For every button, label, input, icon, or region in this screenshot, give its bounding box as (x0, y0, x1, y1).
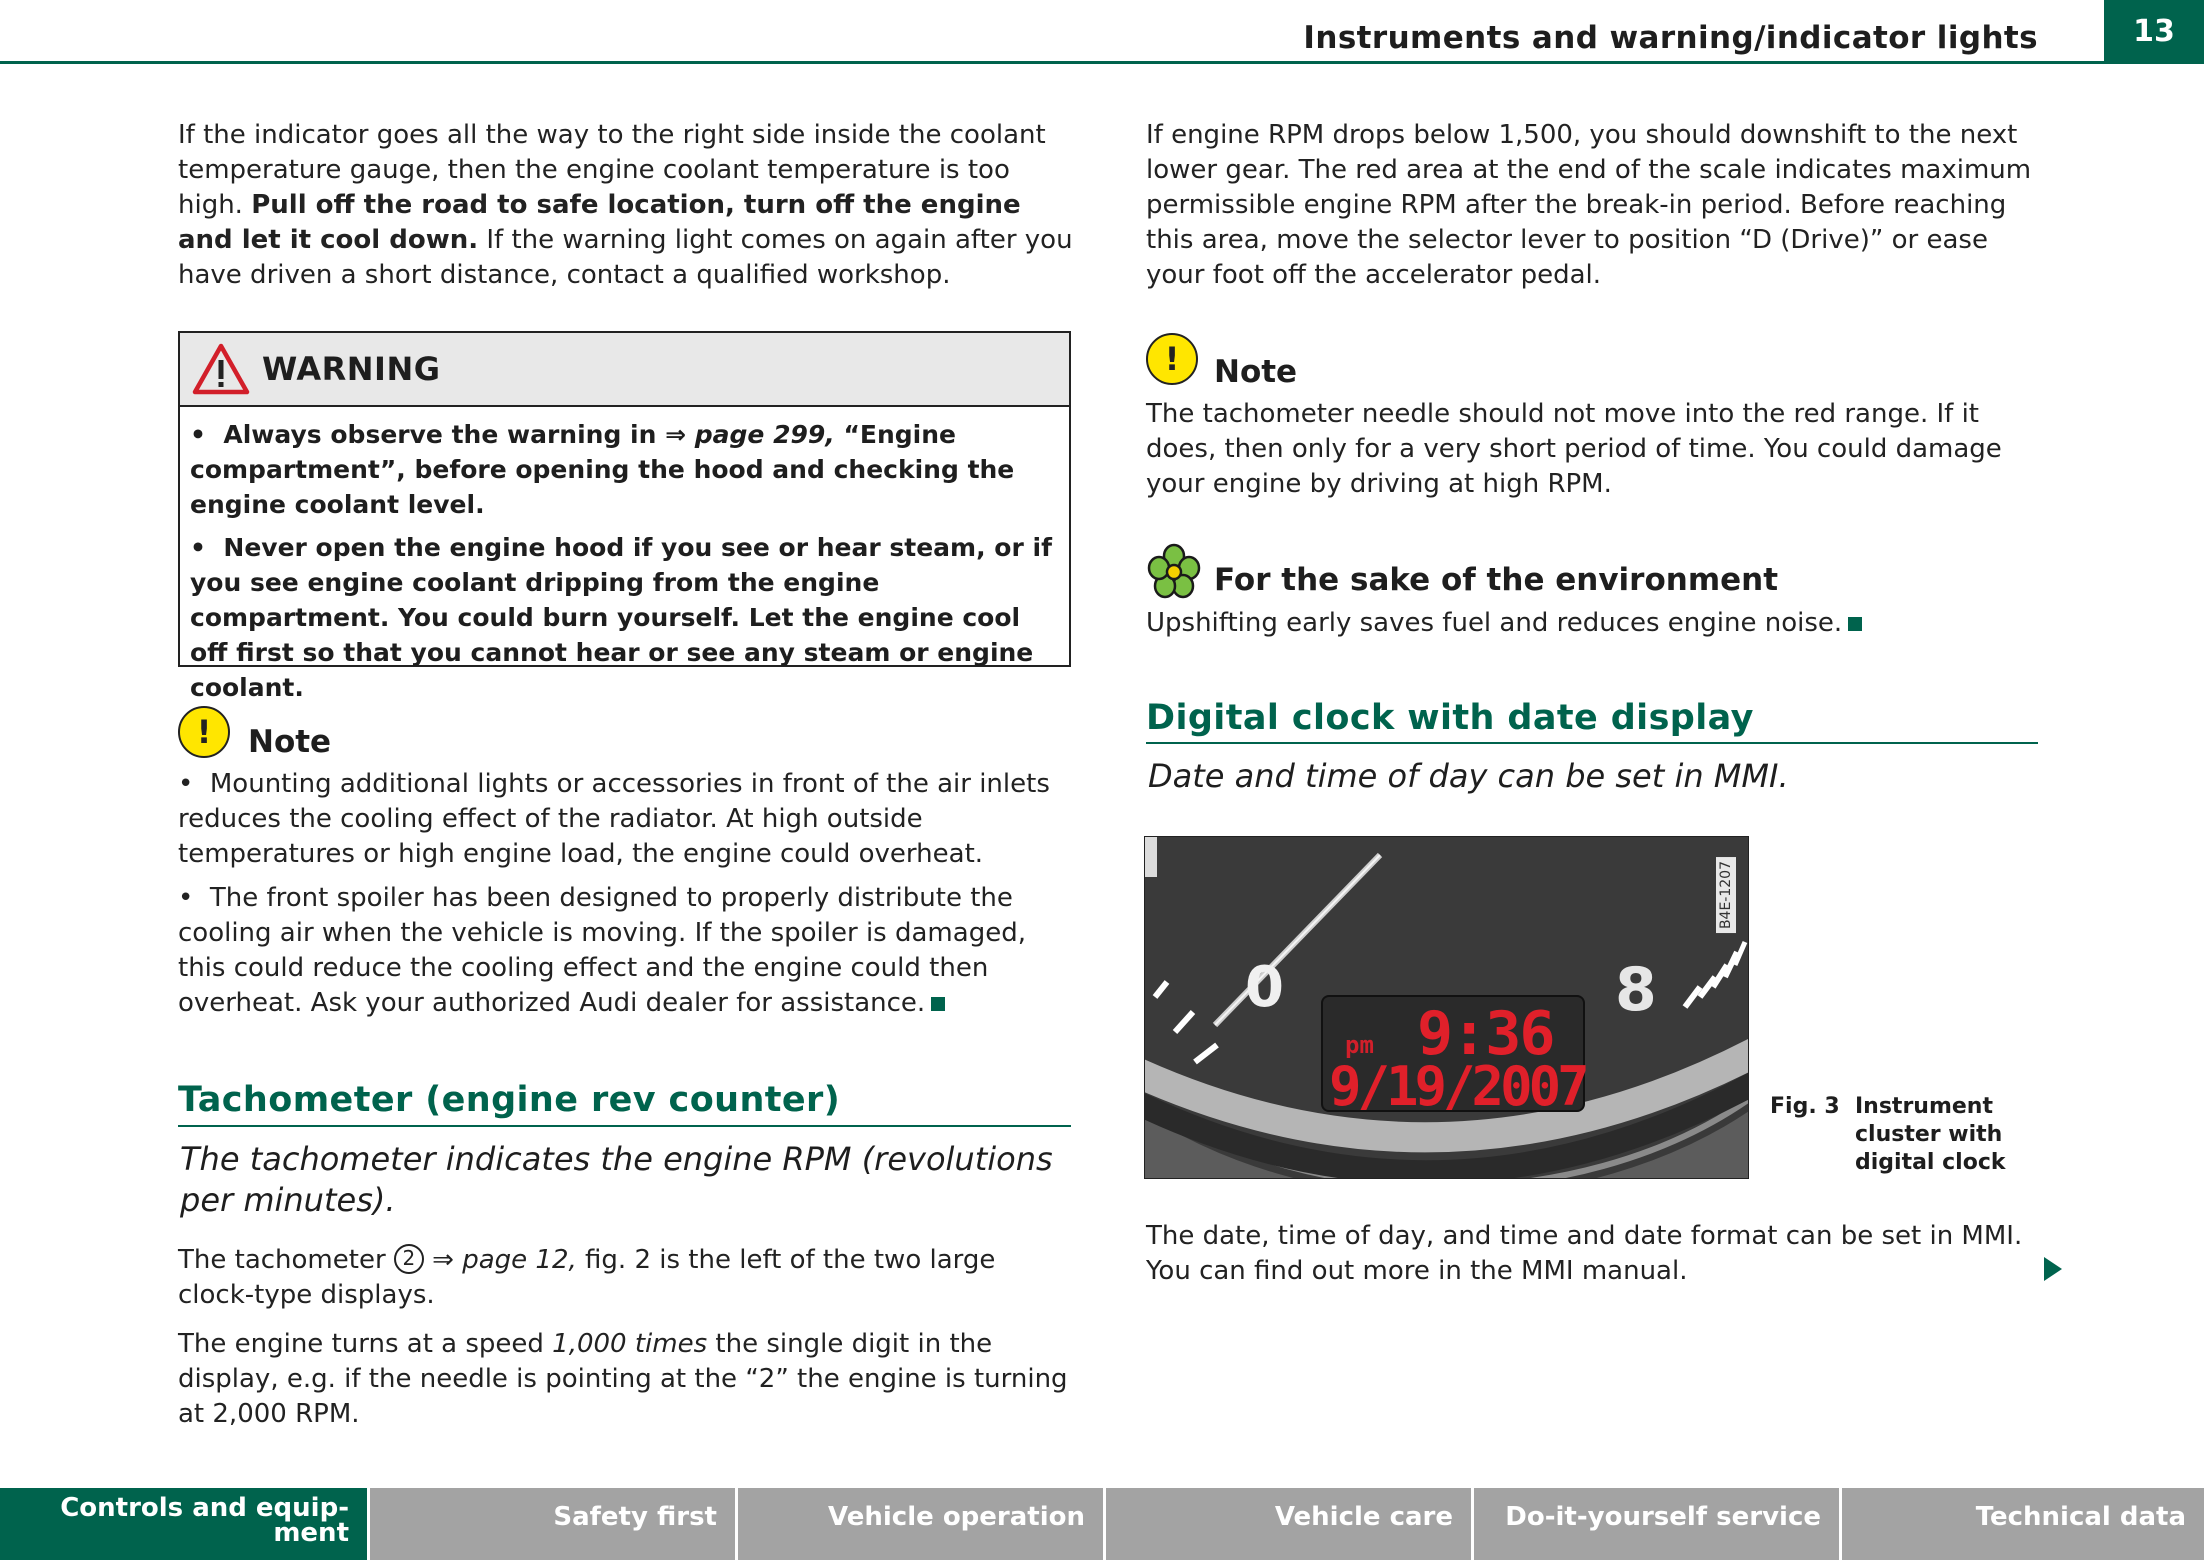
warning-item-1 (190, 417, 1059, 522)
clock-date: 9/19/2007 (1329, 1055, 1586, 1118)
environment-paragraph (1146, 606, 2046, 641)
bullet-icon: • (190, 420, 224, 449)
environment-text: Upshifting early saves fuel and reduces engine noise. (1146, 608, 1843, 638)
clock-display (1321, 995, 1586, 1118)
tach-p2-text: The engine turns at a speed (178, 1329, 553, 1359)
warning-title: WARNING (262, 350, 441, 388)
section-rule (1146, 742, 2038, 744)
page-ref-link[interactable]: ⇒ page 299, (665, 420, 835, 449)
warning-item-1-text: Always observe the warning in (223, 420, 666, 449)
section-title-tachometer: Tachometer (engine rev counter) (178, 1080, 841, 1120)
flower-icon (1146, 543, 1202, 599)
figure-caption-label: Fig. 3 (1770, 1094, 1840, 1119)
warning-triangle-icon (192, 342, 250, 396)
bullet-icon: • (178, 769, 210, 799)
continue-arrow-icon (2044, 1257, 2062, 1281)
instrument-cluster-figure (1144, 836, 1749, 1179)
footer-nav (0, 1488, 2204, 1560)
gauge-digit-zero: 0 (1245, 955, 1284, 1020)
section-rule (178, 1125, 1071, 1127)
coolant-text-2: If the warning light comes on again after you have driven a short distance, contact a qualified workshop. (178, 225, 1073, 290)
tach-p1-text-end: fig. 2 is the left of the two large clock-type displays. (178, 1245, 996, 1310)
callout-number: 2 (394, 1244, 424, 1274)
tach-p2-italic: 1,000 times (552, 1329, 708, 1359)
warning-item-2 (190, 530, 1059, 705)
note-title: Note (1214, 354, 1298, 390)
clock-ampm: pm (1345, 1031, 1374, 1059)
tachometer-paragraph-2 (178, 1327, 1078, 1432)
note-icon: ! (1146, 333, 1198, 385)
tab-technical-data[interactable]: Technical data (1842, 1488, 2204, 1560)
tachometer-paragraph-1 (178, 1243, 1078, 1313)
note-item-2-text: The front spoiler has been designed to properly distribute the cooling air when the vehicle is moving. If the spoiler is damaged, this could reduce the cooling effect and the engine could then overheat. Ask your authorized Audi dealer for assistance. (178, 883, 1026, 1018)
clock-paragraph: The date, time of day, and time and date format can be set in MMI. You can find out more in the MMI manual. (1146, 1221, 2023, 1286)
coolant-text-bold: Pull off the road to safe location, turn off the engine and let it cool down. (178, 190, 1021, 255)
downshift-paragraph: If engine RPM drops below 1,500, you should downshift to the next lower gear. The red area at the end of the scale indicates maximum permissible engine RPM after the break-in period. Before reaching this area, move the selector lever to position “D (Drive)” or ease your foot off the accelerator pedal. (1146, 120, 2032, 290)
gauge-digit-eight: 8 (1615, 955, 1657, 1025)
page-header-title: Instruments and warning/indicator lights (1303, 20, 2038, 56)
warning-item-2-text: Never open the engine hood if you see or hear steam, or if you see engine coolant dripping from the engine compartment. You could burn yourself. Let the engine cool off first so that you cannot hear or see any steam or engine coolant. (190, 533, 1052, 702)
tab-controls-and-equipment[interactable]: Controls and equip- ment (0, 1488, 370, 1560)
warning-item-1-text-end: “Engine compartment”, before opening the hood and checking the engine coolant level. (190, 420, 1015, 519)
page-ref-link[interactable]: ⇒ page 12, (423, 1245, 577, 1275)
tab-do-it-yourself-service[interactable]: Do-it-yourself service (1474, 1488, 1842, 1560)
coolant-text-1: If the indicator goes all the way to the right side inside the coolant temperature gauge, then the engine coolant temperature is too high. (178, 120, 1046, 220)
note-item-2 (178, 881, 1078, 1021)
note-title: Note (248, 724, 332, 760)
tab-safety-first[interactable]: Safety first (370, 1488, 738, 1560)
tach-p1-text: The tachometer (178, 1245, 394, 1275)
warning-box (178, 331, 1071, 702)
bullet-icon: • (190, 533, 224, 562)
tab-vehicle-care[interactable]: Vehicle care (1106, 1488, 1474, 1560)
tach-p2-text-end: the single digit in the display, e.g. if the needle is pointing at the “2” the engine is turning at 2,000 RPM. (178, 1329, 1068, 1429)
environment-title: For the sake of the environment (1214, 562, 1779, 598)
page-number: 13 (2104, 0, 2204, 63)
end-of-section-marker (931, 997, 945, 1011)
note-item-1-text: Mounting additional lights or accessories in front of the air inlets reduces the cooling effect of the radiator. At high outside temperatures or high engine load, the engine could overheat. (178, 769, 1050, 869)
tachometer-lead: The tachometer indicates the engine RPM (revolutions per minutes). (180, 1140, 1053, 1219)
tachometer-note-text: The tachometer needle should not move into the red range. If it does, then only for a very short period of time. You could damage your engine by driving at high RPM. (1146, 399, 2002, 499)
header-rule (0, 61, 2204, 64)
digital-clock-lead: Date and time of day can be set in MMI. (1148, 757, 1789, 795)
clock-time: 9:36 (1417, 999, 1554, 1069)
figure-code: B4E-1207 (1716, 857, 1736, 933)
bullet-icon: • (178, 883, 210, 913)
coolant-paragraph (178, 118, 1078, 293)
section-title-digital-clock: Digital clock with date display (1146, 698, 1754, 738)
end-of-section-marker (1848, 617, 1862, 631)
warning-header (180, 333, 1069, 407)
figure-caption (1770, 1093, 2075, 1177)
warning-body (180, 407, 1069, 705)
note-icon: ! (178, 706, 230, 758)
note-item-1 (178, 767, 1078, 872)
tab-vehicle-operation[interactable]: Vehicle operation (738, 1488, 1106, 1560)
figure-caption-text: Instrument cluster with digital clock (1854, 1094, 2006, 1175)
